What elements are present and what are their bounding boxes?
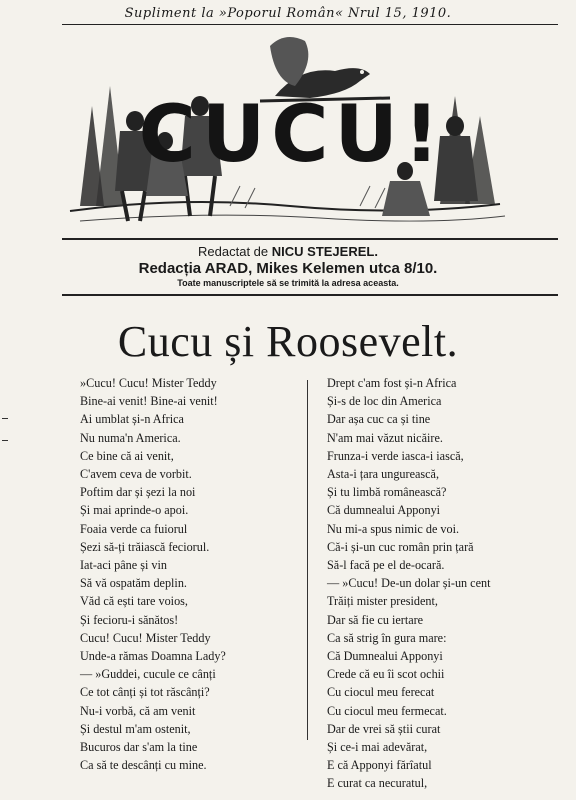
poem-line: Că Dumnealui Apponyi (327, 649, 443, 664)
poem-line: Ai umblat și-n Africa (80, 412, 184, 427)
poem-line: N'am mai văzut nicăire. (327, 430, 443, 445)
margin-mark (2, 440, 8, 441)
poem-line: — »Guddei, cucule ce cânți (80, 667, 216, 682)
editorial-rule (62, 294, 558, 296)
supplement-header: Supliment la »Poporul Român« Nrul 15, 1910. (124, 6, 452, 21)
poem-line: Unde-a rămas Doamna Lady? (80, 649, 226, 664)
masthead-title: CUCU! (138, 90, 446, 180)
poem-line: Nu-i vorbă, că am venit (80, 703, 196, 718)
editorial-address: Redacția ARAD, Mikes Kelemen utca 8/10. (138, 260, 438, 277)
poem-line: »Cucu! Cucu! Mister Teddy (80, 376, 217, 390)
poem-line: Nu mi-a spus nimic de voi. (327, 521, 460, 536)
poem-line: Nu numa'n America. (80, 430, 181, 445)
poem-line: Ce bine că ai venit, (80, 448, 174, 463)
editor-prefix: Redactat de (198, 244, 269, 259)
poem-right-column (327, 374, 547, 793)
poem-line: Și destul m'am ostenit, (80, 721, 191, 736)
poem-line: Și mai aprinde-o apoi. (80, 503, 189, 518)
poem-line: Frunza-i verde iasca-i iască, (327, 448, 464, 463)
column-divider (307, 380, 308, 740)
poem-line: Și-s de loc din America (327, 394, 442, 409)
poem-line: Și ce-i mai adevărat, (327, 740, 428, 755)
poem-line: Să vă ospatăm deplin. (80, 576, 187, 591)
poem-line: Dar să fie cu iertare (327, 612, 424, 627)
header-rule (62, 24, 558, 25)
poem-line: Bucuros dar s'am la tine (80, 740, 198, 755)
poem-line: Șezi să-ți trăiască feciorul. (80, 539, 210, 554)
poem-line: Crede că eu îi scot ochii (327, 667, 445, 682)
poem-line: Că-i și-un cuc român prin țară (327, 539, 474, 554)
poem-line: Poftim dar și șezi la noi (80, 485, 196, 500)
manuscripts-note: Toate manuscriptele să se trimită la adresa aceasta. (177, 278, 399, 288)
poem-line: Să-l facă pe el de-ocară. (327, 558, 445, 573)
poem-line: — »Cucu! De-un dolar și-un cent (327, 576, 491, 591)
poem-line: Trăiți mister president, (327, 594, 438, 609)
poem-line: Drept c'am fost și-n Africa (327, 376, 457, 390)
margin-mark (2, 418, 8, 419)
poem-line: C'avem ceva de vorbit. (80, 467, 192, 482)
masthead-rule (62, 238, 558, 240)
poem-line: Cu ciocul meu fermecat. (327, 703, 447, 718)
poem-line: Și fecioru-i sănătos! (80, 612, 179, 627)
poem-line: Cu ciocul meu ferecat (327, 685, 435, 700)
poem-line: Cucu! Cucu! Mister Teddy (80, 630, 211, 645)
poem-line: Ca să te descânți cu mine. (80, 758, 207, 773)
poem-line: Iat-aci pâne și vin (80, 558, 167, 573)
poem-line: Și tu limbă românească? (327, 485, 447, 500)
poem-line: Foaia verde ca fuiorul (80, 521, 188, 536)
poem-line: Ca să strig în gura mare: (327, 630, 447, 645)
poem-line: E curat ca necuratul, (327, 776, 428, 791)
poem-line: Asta-i țara ungurească, (327, 467, 440, 482)
poem-line: Bine-ai venit! Bine-ai venit! (80, 394, 218, 409)
editor-name: NICU STEJEREL. (271, 244, 378, 259)
poem-line: E că Apponyi fărîatul (327, 758, 432, 773)
poem-line: Dar de vrei să știi curat (327, 721, 441, 736)
poem-line: Dar așa cuc ca și tine (327, 412, 431, 427)
article-title: Cucu și Roosevelt. (117, 317, 459, 366)
poem-line: Văd că ești tare voios, (80, 594, 188, 609)
poem-line: Ce tot cânți și tot răscânți? (80, 685, 210, 700)
editor-line (0, 244, 576, 259)
poem-line: Că dumnealui Apponyi (327, 503, 441, 518)
poem-left-column (80, 374, 300, 774)
